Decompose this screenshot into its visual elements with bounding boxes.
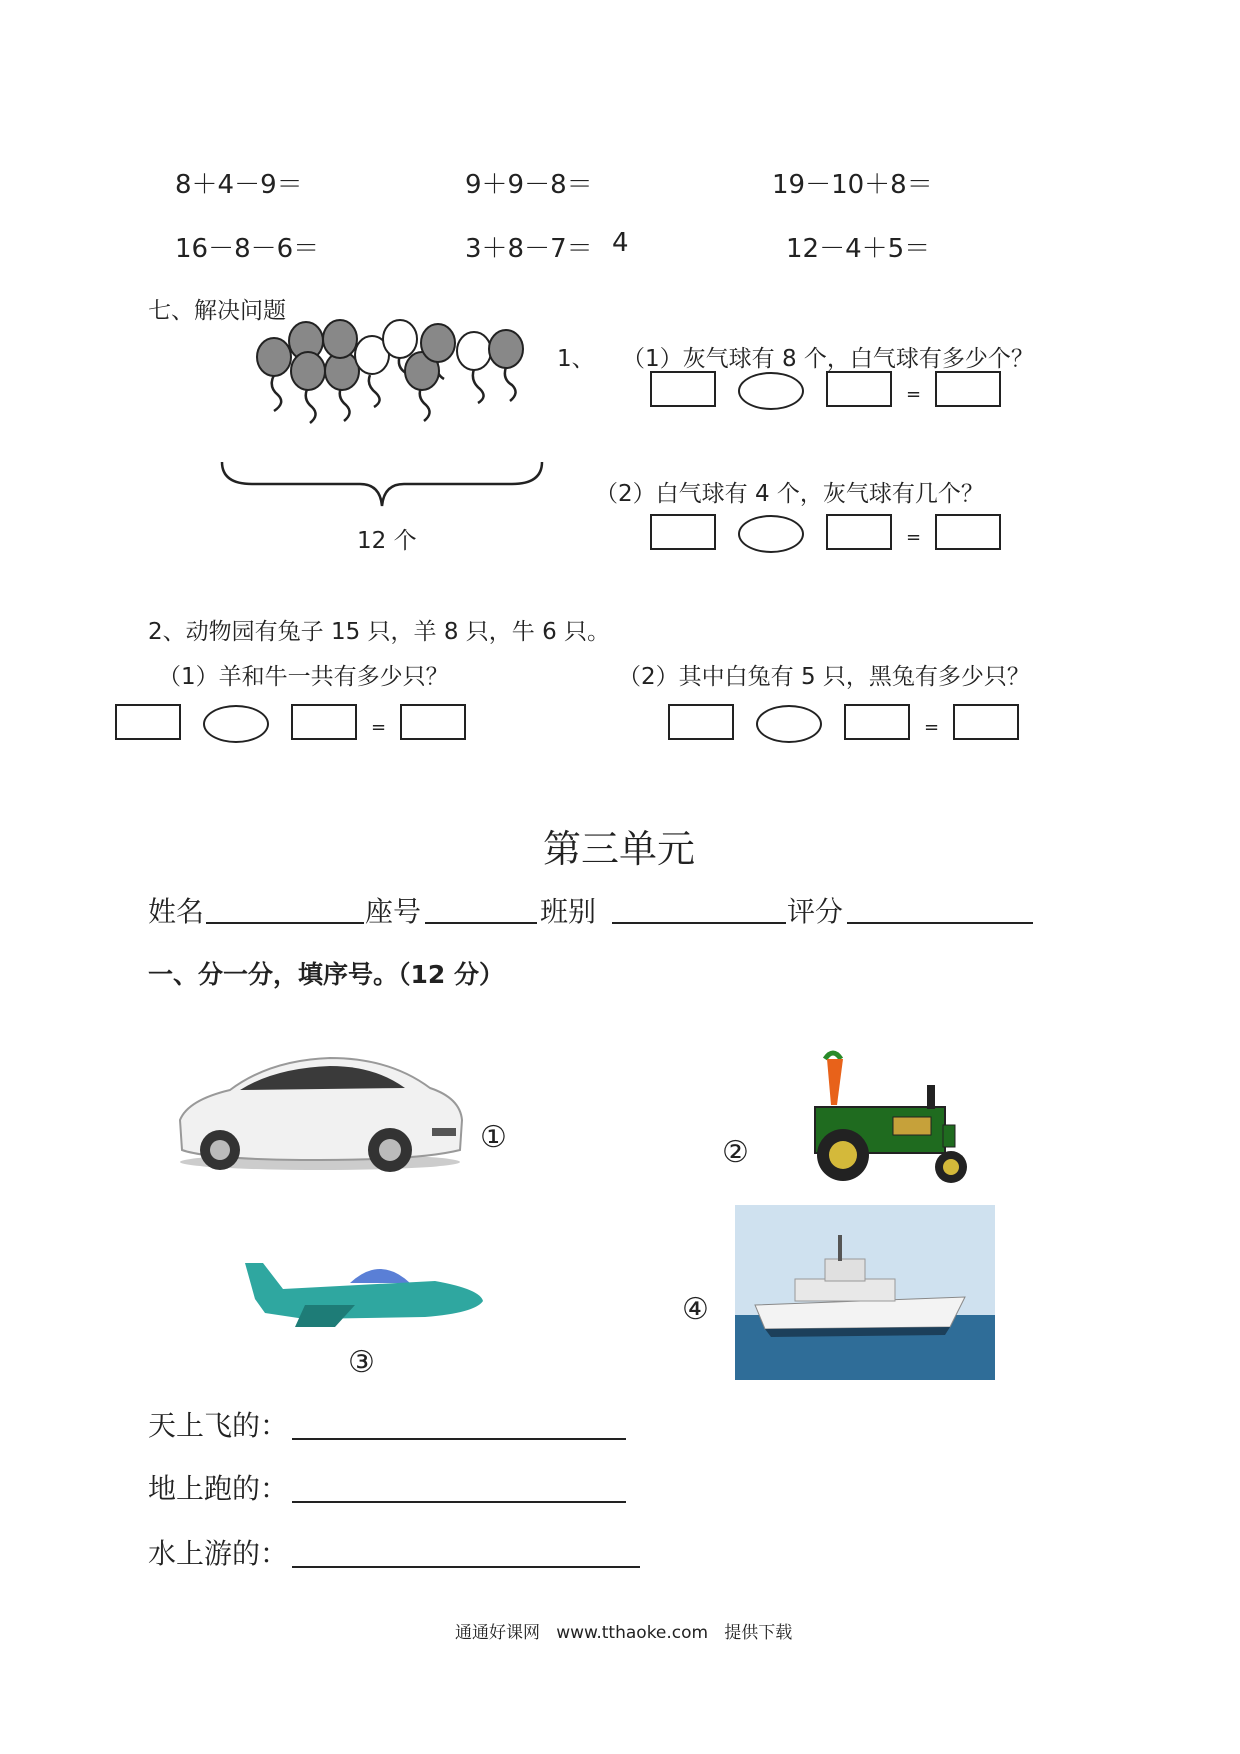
equals-sign: = xyxy=(906,527,922,548)
water-label: 水上游的： xyxy=(148,1537,289,1570)
equals-sign: = xyxy=(924,717,940,738)
answer-box[interactable] xyxy=(935,514,1001,550)
name-label: 姓名 xyxy=(148,895,205,928)
footer: 通通好课网 www.tthaoke.com 提供下载 xyxy=(455,1623,793,1643)
operator-oval[interactable] xyxy=(738,372,804,410)
q1-title: 一、分一分，填序号。（12 分） xyxy=(148,960,504,989)
q2-title: 2、动物园有兔子 15 只，羊 8 只，牛 6 只。 xyxy=(148,619,611,645)
car-image xyxy=(170,1050,470,1175)
answer-box[interactable] xyxy=(291,704,357,740)
sky-blank[interactable] xyxy=(292,1438,626,1440)
class-blank[interactable] xyxy=(612,922,786,924)
answer-box[interactable] xyxy=(668,704,734,740)
calc-2: 9＋9－8＝ xyxy=(465,170,593,200)
calc-3: 19－10＋8＝ xyxy=(772,170,933,200)
marker-4: ④ xyxy=(682,1292,709,1327)
name-blank[interactable] xyxy=(206,922,364,924)
marker-2: ② xyxy=(722,1135,749,1170)
class-label: 班别 xyxy=(540,895,597,928)
q1-number: 1、 xyxy=(557,346,595,372)
brace-label: 12 个 xyxy=(357,528,417,554)
unit-title: 第三单元 xyxy=(543,827,696,871)
q2-part1: （1）羊和牛一共有多少只？ xyxy=(158,664,449,690)
section-7-title: 七、解决问题 xyxy=(148,298,286,324)
ship-image xyxy=(735,1205,995,1380)
answer-box[interactable] xyxy=(400,704,466,740)
operator-oval[interactable] xyxy=(738,515,804,553)
equals-sign: = xyxy=(906,384,922,405)
score-label: 评分 xyxy=(787,895,844,928)
seat-label: 座号 xyxy=(365,895,422,928)
q1-part1: （1）灰气球有 8 个，白气球有多少个？ xyxy=(622,346,1034,372)
land-blank[interactable] xyxy=(292,1501,626,1503)
calc-5: 3＋8－7＝ xyxy=(465,234,593,264)
calc-4: 16－8－6＝ xyxy=(175,234,320,264)
marker-3: ③ xyxy=(348,1345,375,1380)
answer-box[interactable] xyxy=(650,514,716,550)
answer-box[interactable] xyxy=(844,704,910,740)
answer-box[interactable] xyxy=(115,704,181,740)
equals-sign: = xyxy=(371,717,387,738)
land-label: 地上跑的： xyxy=(148,1472,289,1505)
q2-part2: （2）其中白兔有 5 只，黑兔有多少只？ xyxy=(618,664,1030,690)
calc-6: 12－4＋5＝ xyxy=(786,234,931,264)
calc-5-answer: 4 xyxy=(612,228,629,258)
calc-1: 8＋4－9＝ xyxy=(175,170,303,200)
score-blank[interactable] xyxy=(847,922,1033,924)
plane-image xyxy=(245,1255,485,1335)
operator-oval[interactable] xyxy=(756,705,822,743)
answer-box[interactable] xyxy=(935,371,1001,407)
marker-1: ① xyxy=(480,1120,507,1155)
tractor-image xyxy=(775,1045,985,1185)
operator-oval[interactable] xyxy=(203,705,269,743)
answer-box[interactable] xyxy=(953,704,1019,740)
water-blank[interactable] xyxy=(292,1566,640,1568)
seat-blank[interactable] xyxy=(425,922,537,924)
answer-box[interactable] xyxy=(826,514,892,550)
balloons-illustration xyxy=(250,315,540,435)
q1-part2: （2）白气球有 4 个，灰气球有几个？ xyxy=(595,481,984,507)
answer-box[interactable] xyxy=(650,371,716,407)
sky-label: 天上飞的： xyxy=(148,1409,289,1442)
brace xyxy=(220,460,545,510)
answer-box[interactable] xyxy=(826,371,892,407)
